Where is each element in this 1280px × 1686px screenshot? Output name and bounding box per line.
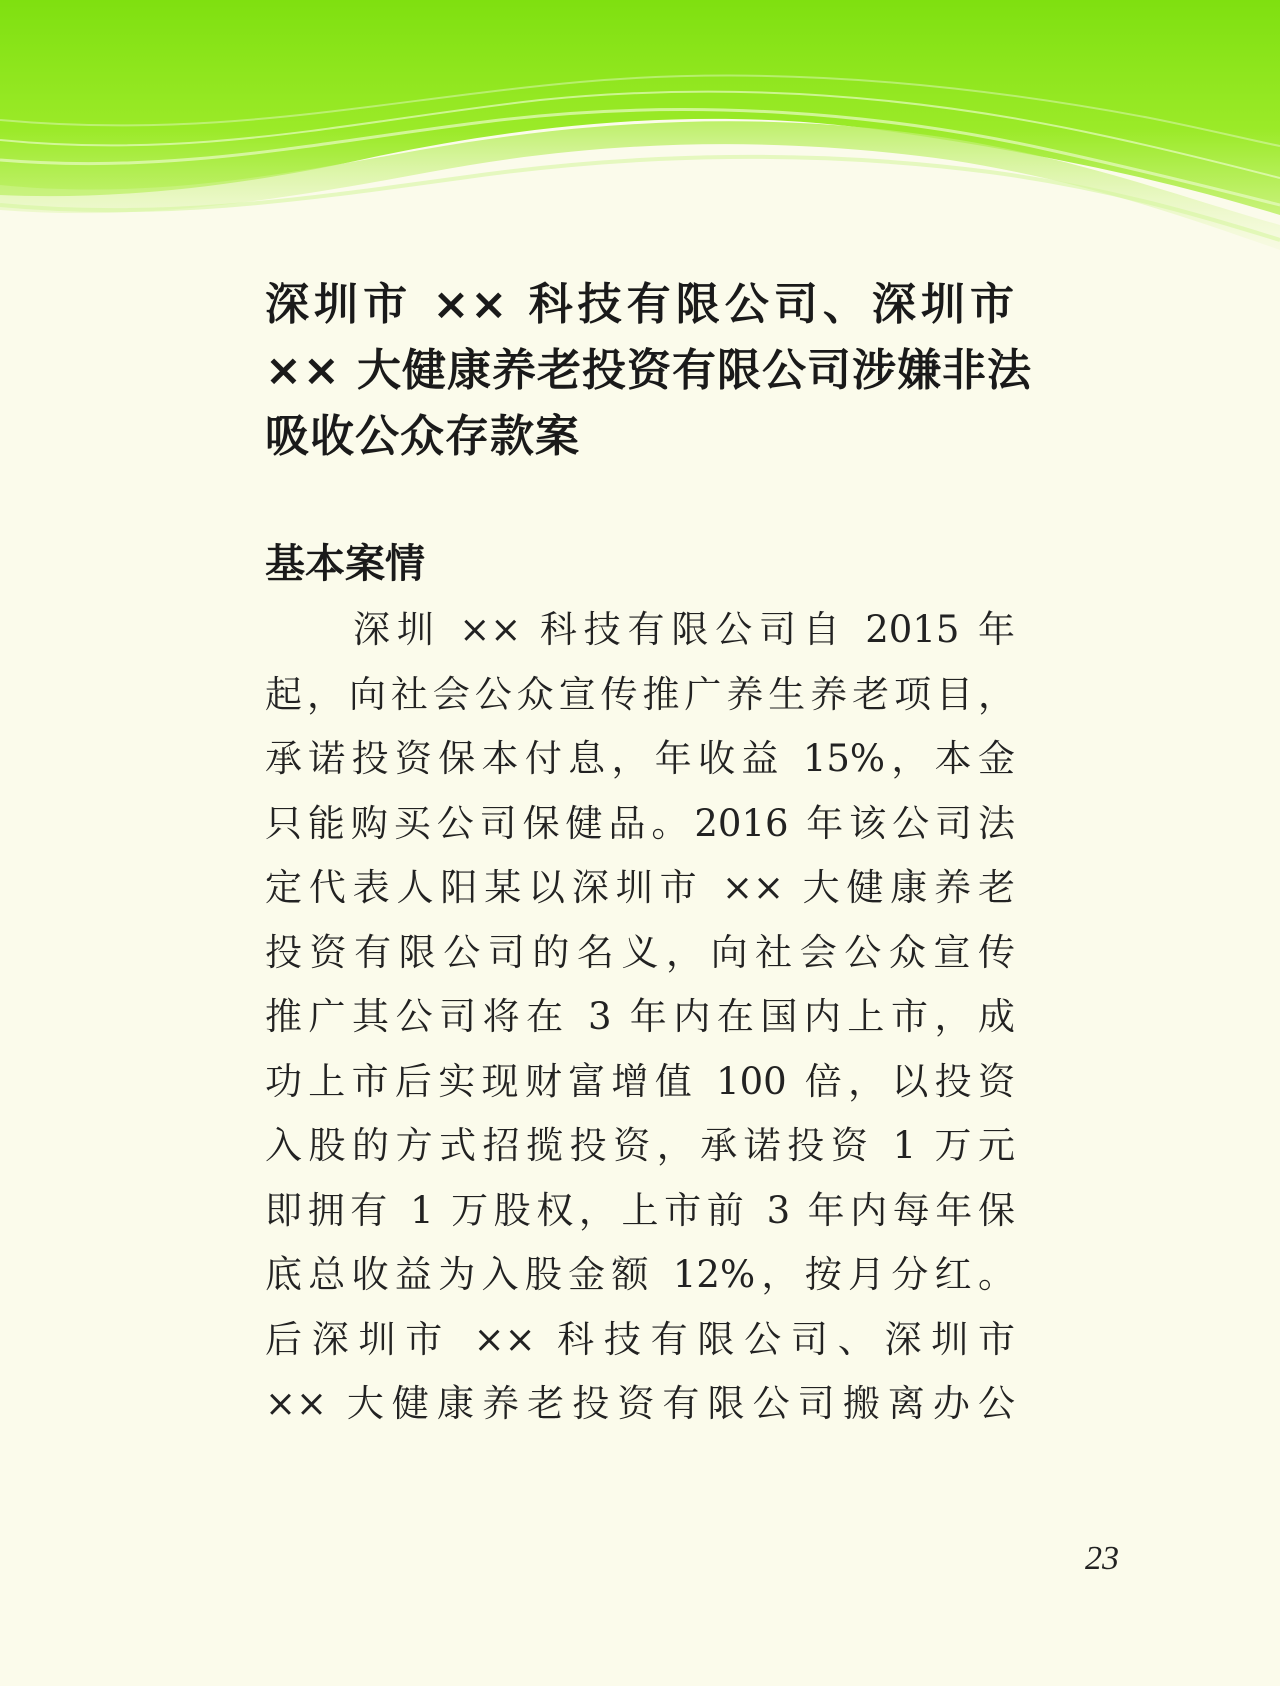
body-line: 功上市后实现财富增值 100 倍，以投资 [265,1059,1015,1103]
body-line: 深圳 ×× 科技有限公司自 2015 年 [353,608,1015,651]
body-line: 即拥有 1 万股权，上市前 3 年内每年保 [265,1188,1015,1232]
body-line: 推广其公司将在 3 年内在国内上市，成 [265,995,1015,1038]
page-number: 23 [1085,1540,1119,1577]
body-line: 后深圳市 ×× 科技有限公司、深圳市 [265,1317,1015,1361]
green-wave-banner [0,0,1280,270]
case-body-paragraph [265,598,1015,1437]
body-line: 投资有限公司的名义，向社会公众宣传 [265,930,1015,974]
case-title-line-2: ×× 大健康养老投资有限公司涉嫌非法 [265,345,1033,396]
body-line: 承诺投资保本付息，年收益 15%，本金 [265,737,1015,780]
case-title [265,272,1033,470]
body-line: 定代表人阳某以深圳市 ×× 大健康养老 [265,866,1015,909]
case-title-line-1: 深圳市 ×× 科技有限公司、深圳市 [265,279,1015,330]
body-line: 底总收益为入股金额 12%，按月分红。 [265,1253,1015,1296]
section-heading: 基本案情 [265,541,425,587]
body-line: 入股的方式招揽投资，承诺投资 1 万元 [265,1124,1015,1167]
body-line: 起，向社会公众宣传推广养生养老项目， [265,672,1015,716]
body-line: 只能购买公司保健品。2016 年该公司法 [265,801,1015,845]
case-title-line-3: 吸收公众存款案 [265,411,580,462]
body-line: ×× 大健康养老投资有限公司搬离办公 [265,1382,1015,1425]
